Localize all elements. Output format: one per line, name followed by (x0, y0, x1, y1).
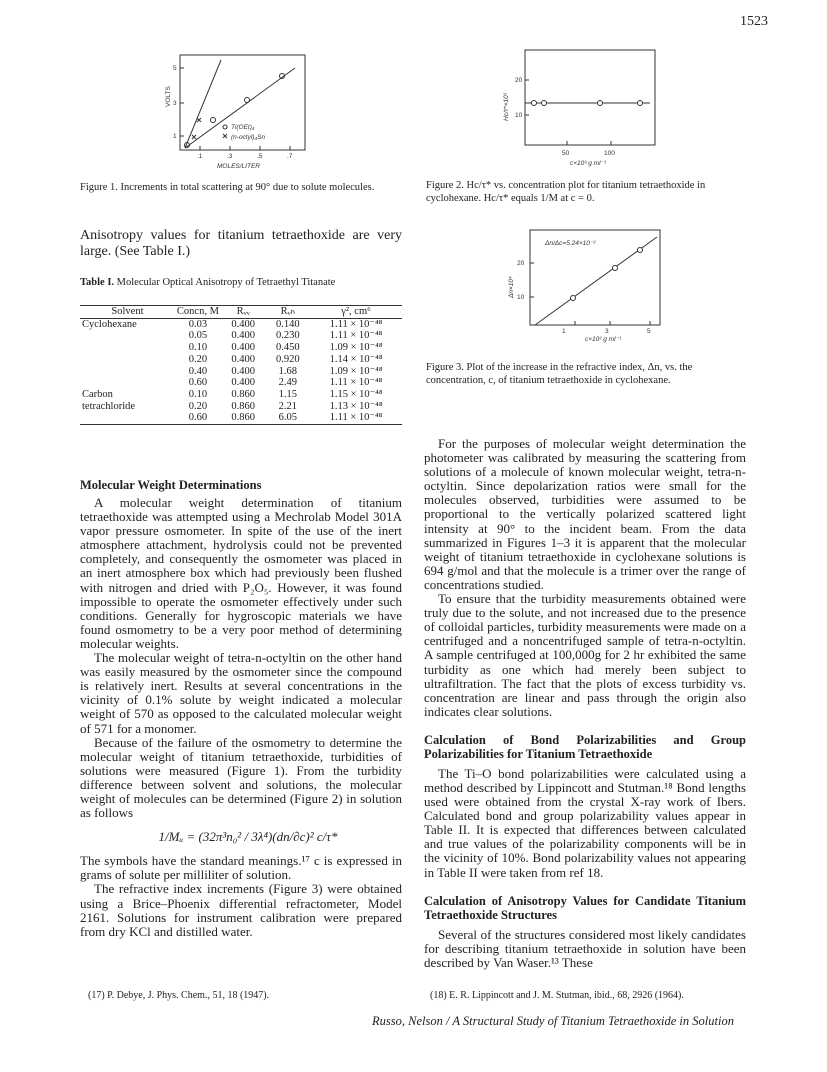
table-cell: 0.860 (231, 400, 256, 412)
table-cell: 0.920 (275, 353, 300, 365)
table-row (80, 412, 402, 424)
table-header: Concn, M (176, 306, 219, 317)
fig2-frame (525, 50, 655, 145)
table-cell: 1.15 × 10⁻⁴⁸ (329, 388, 383, 400)
table-cell: Cyclohexane (82, 318, 137, 330)
table-cell: 0.400 (231, 353, 256, 365)
table-cell: 0.400 (231, 365, 256, 377)
table-cell: tetrachloride (82, 400, 136, 412)
section-heading-bond: Calculation of Bond Polarizabilities and Group Polarizabilities for Titanium Tetraethoxide (424, 732, 746, 761)
table-cell (80, 377, 175, 389)
table-cell (80, 366, 175, 378)
table-cell: 0.400 (231, 377, 256, 389)
rc-paragraph-3: The Ti–O bond polarizabilities were calculated using a method described by Lippincott and Stutman.¹⁸ Bond lengths used were obtained from the crystal X-ray work of Ibers. Calculated bond and group polarizability values appear in Table II. It is expected that differences between calculated and true values of the polarizability components will be in the vicinity of 10%. Bond polarizability values not appearing in Table II were taken from ref 18. (424, 765, 746, 880)
left-column-body (80, 496, 402, 939)
fig3-ytick-label: 10 (517, 294, 525, 301)
table-cell: 0.230 (275, 330, 300, 342)
table-cell: 0.03 (188, 318, 208, 330)
rc-paragraph-4: Several of the structures considered most likely candidates for describing titanium tetraethoxide in solution have been described by Van Waser.¹³ These (424, 926, 746, 970)
fig1-ytick-label: 1 (173, 133, 177, 140)
table-cell (80, 354, 175, 366)
rc-paragraph-1: For the purposes of molecular weight determination the photometer was calibrated by measuring the scattering from solutions of a molecule of known molecular weight, tetra-n-octyltin. Since depolarization ratios were small for the molecules observed, turbidities were assumed to be proportional to the vertically polarized scattered light intensity at 90° to the incident beam. From the data summarized in Figures 1–3 it is apparent that the molecular weight of titanium tetraethoxide in cyclohexane solutions is 694 g/mol and that the molecule is a trimer over the range of concentrations studied. (424, 436, 746, 592)
table1 (80, 305, 402, 425)
table-cell: 0.140 (275, 318, 300, 330)
fig1-legend-sn: (n-octyl)₄Sn (231, 134, 266, 141)
figure-2 (500, 45, 665, 170)
fig1-ytick-label: 3 (173, 100, 177, 107)
fig3-caption (426, 362, 748, 387)
table-cell: 0.450 (275, 342, 300, 354)
fig3-ylabel: Δn×10⁴ (508, 276, 515, 298)
table-row (80, 318, 402, 330)
table-cell: 0.05 (188, 330, 208, 342)
fig2-caption-label: Figure 2. (426, 180, 464, 191)
figure-3 (505, 225, 670, 345)
table1-caption (80, 277, 402, 289)
fig2-ytick-label: 10 (515, 112, 523, 119)
fig1-ylabel: VOLTS (165, 86, 172, 107)
table-row (80, 401, 402, 413)
mw-paragraph-3: Because of the failure of the osmometry to determine the molecular weight of titanium tetraethoxide, turbidities of solutions were measured (Figure 1). From the turbidity difference between solvent and solutions, the molecular weight of molecules can be determined (Figure 2) in solution as follows (80, 734, 402, 821)
page-number: 1523 (740, 14, 768, 29)
equation: 1/Mᵤ = (32π³n₀² / 3λ⁴)(dn/∂c)² c/τ* (158, 829, 338, 845)
table-cell: 1.15 (278, 388, 297, 400)
table-cell: 0.20 (188, 353, 208, 365)
table-row (80, 354, 402, 366)
fig2-xtick-label: 100 (604, 150, 615, 157)
table-cell: 1.14 × 10⁻⁴⁸ (329, 353, 383, 365)
fig3-caption-text: Plot of the increase in the refractive index, Δn, vs. the concentration, c, of titanium tetraethoxide in cyclohexane. (426, 362, 693, 386)
table-cell: 0.400 (231, 330, 256, 342)
table-header: Solvent (80, 306, 175, 319)
table-cell: 1.13 × 10⁻⁴⁸ (329, 400, 383, 412)
table-cell: 6.05 (278, 412, 297, 424)
table-cell: 2.21 (278, 400, 297, 412)
table-cell: 2.49 (278, 377, 297, 389)
fig2-ylabel: Hc/τ*×10³ (503, 93, 510, 121)
table-cell: 0.20 (188, 400, 208, 412)
fig3-xlabel: c×10² g ml⁻¹ (585, 336, 622, 343)
fig1-point-sn (197, 118, 201, 122)
table-cell: 0.60 (188, 412, 208, 424)
fig1-point-ti (245, 98, 250, 103)
fig2-caption-text: Hc/τ* vs. concentration plot for titanium tetraethoxide in cyclohexane. Hc/τ* equals 1/M at c = 0. (426, 180, 706, 204)
table-header: γ², cm⁶ (310, 306, 402, 319)
fig3-point (571, 296, 576, 301)
running-footer: Russo, Nelson / A Structural Study of Titanium Tetraethoxide in Solution (372, 1014, 734, 1028)
fig2-point (542, 101, 547, 106)
mw-paragraph-5: The refractive index increments (Figure 3) were obtained using a Brice–Phoenix differential refractometer, Model 2161. Solutions for instrument calibration were prepared from dry KCl and distilled water. (80, 881, 402, 939)
fig1-point-ti (211, 118, 216, 123)
fig1-point-sn (192, 135, 196, 139)
table-cell: 0.860 (231, 412, 256, 424)
table-row (80, 389, 402, 401)
mw-paragraph-2: The molecular weight of tetra-n-octyltin on the other hand was easily measured by the osmometer since the compound is relatively inert. Results at several concentrations in the vicinity of 0.1% solute by weight indicated a molecular weight of 570 as opposed to the calculated molecular weight of 571 for a monomer. (80, 650, 402, 736)
fig1-legend-cross-icon (223, 134, 227, 138)
table-cell: 1.68 (278, 365, 297, 377)
fig1-legend-ti: Ti(OEt)₄ (231, 124, 255, 131)
table1-title: Molecular Optical Anisotropy of Tetraethyl Titanate (116, 277, 336, 288)
table-header: Rᵥₕ (266, 306, 311, 319)
table-cell (80, 330, 175, 342)
table-cell: 1.09 × 10⁻⁴⁸ (329, 342, 383, 354)
fig2-xlabel: c×10³ g ml⁻¹ (570, 160, 607, 167)
fig3-point (613, 266, 618, 271)
table-cell (80, 412, 175, 424)
table-cell: 1.11 × 10⁻⁴⁸ (329, 377, 383, 389)
table-header: Rᵥᵥ (221, 306, 266, 319)
fig3-caption-label: Figure 3. (426, 362, 464, 373)
fig1-ytick-label: 5 (173, 65, 177, 72)
mw-paragraph-4: The symbols have the standard meanings.¹⁷ c is expressed in grams of solute per milliliter of solution. (80, 853, 402, 883)
fig2-ytick-label: 20 (515, 77, 523, 84)
table-row (80, 366, 402, 378)
fig1-xtick-label: .7 (287, 153, 293, 160)
table-cell: Carbon (82, 388, 113, 400)
table-cell: 1.11 × 10⁻⁴⁸ (329, 412, 383, 424)
table-cell (80, 342, 175, 354)
footnote-18: (18) E. R. Lippincott and J. M. Stutman, ibid., 68, 2926 (1964). (430, 990, 684, 1001)
table-cell: 0.400 (231, 318, 256, 330)
fig1-caption-label: Figure 1. (80, 182, 118, 193)
right-column-body (424, 437, 746, 970)
table-header-row (80, 306, 402, 319)
table-cell: 1.11 × 10⁻⁴⁸ (329, 330, 383, 342)
table-row (80, 377, 402, 389)
table-cell: 0.60 (188, 377, 208, 389)
fig1-legend-circle-icon (223, 125, 227, 129)
table-cell: 1.09 × 10⁻⁴⁸ (329, 365, 383, 377)
table-cell: 0.400 (231, 342, 256, 354)
fig2-xtick-label: 50 (562, 150, 570, 157)
table-cell: 0.860 (231, 388, 256, 400)
fig3-xtick-label: 3 (605, 328, 609, 335)
table-cell: 0.10 (188, 342, 208, 354)
fig3-xtick-label: 1 (562, 328, 566, 335)
fig1-caption-text: Increments in total scattering at 90° due to solute molecules. (120, 182, 375, 193)
fig1-caption (80, 182, 400, 195)
fig1-xtick-label: .5 (257, 153, 263, 160)
rc-paragraph-2: To ensure that the turbidity measurements obtained were truly due to the solute, and not increased due to the presence of colloidal particles, turbidity measurements were made on a centrifuged and a noncentrifuged sample of tetra-n-octyltin. A sample centrifuged at 100,000g for 2 hr exhibited the same turbidity as one which had merely been subject to ultrafiltration. The fact that the plots of excess turbidity vs. concentration are linear and pass through the origin also indicates clear solutions. (424, 591, 746, 719)
fig2-point (598, 101, 603, 106)
section-heading-anisotropy: Calculation of Anisotropy Values for Candidate Titanium Tetraethoxide Structures (424, 893, 746, 922)
fig2-point (638, 101, 643, 106)
table-cell: 0.40 (188, 365, 208, 377)
fig3-ytick-label: 20 (517, 260, 525, 267)
fig1-xlabel: MOLES/LITER (217, 163, 260, 170)
table-cell: 1.11 × 10⁻⁴⁸ (329, 318, 383, 330)
intro-text: Anisotropy values for titanium tetraethoxide are very large. (See Table I.) (80, 228, 402, 259)
mw-paragraph-1: A molecular weight determination of titanium tetraethoxide was attempted using a Mechrolab Model 301A vapor pressure osmometer. In spite of the use of the inert atmosphere attachment, hydrolysis could not be prevented completely, and consequently the osmometer was placed in an inert atmosphere box which had previously been flushed with nitrogen and dried with P₂O₅. However, it was found impossible to operate the osmometer effectively under such conditions. Generally for hygroscopic materials we have found osmometry to be a very poor method of determining molecular weights. (80, 495, 402, 651)
fig1-xtick-label: .3 (227, 153, 233, 160)
fig3-annotation: Δn/Δc=5.24×10⁻² (545, 240, 596, 247)
table-row (80, 330, 402, 342)
fig3-point (638, 248, 643, 253)
figure-1 (165, 50, 325, 175)
fig2-caption (426, 180, 746, 205)
table1-label: Table I. (80, 277, 115, 288)
fig1-xtick-label: .1 (197, 153, 203, 160)
fig2-point (532, 101, 537, 106)
table-cell: 0.10 (188, 388, 208, 400)
footnote-17: (17) P. Debye, J. Phys. Chem., 51, 18 (1947). (88, 990, 270, 1001)
table-row (80, 342, 402, 354)
section-heading-mw: Molecular Weight Determinations (80, 478, 262, 492)
fig3-xtick-label: 5 (647, 328, 651, 335)
